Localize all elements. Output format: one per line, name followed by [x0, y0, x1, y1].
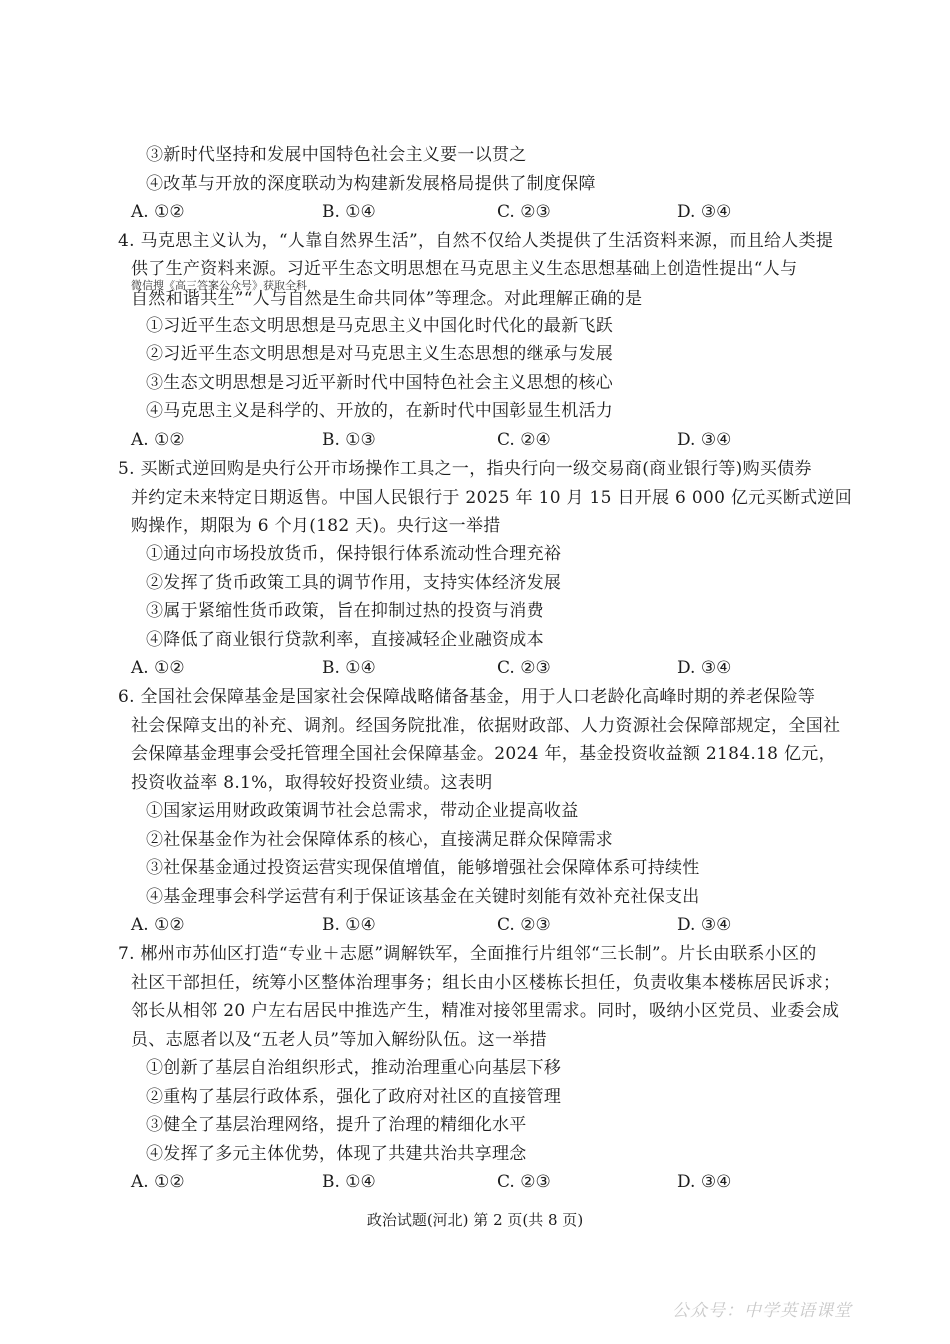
- choice-a: A. ①②: [131, 658, 185, 678]
- q5-option: ④降低了商业银行贷款利率，直接减轻企业融资成本: [146, 630, 544, 650]
- choice-a: A. ①②: [131, 915, 185, 935]
- q4-answer-choices: [131, 428, 771, 452]
- q4-stem-line: 供了生产资料来源。习近平生态文明思想在马克思主义生态思想基础上创造性提出“人与: [131, 259, 798, 279]
- choice-d: D. ③④: [677, 202, 732, 222]
- q7-answer-choices: [131, 1170, 771, 1194]
- choice-a: A. ①②: [131, 430, 185, 450]
- choice-b: B. ①④: [322, 915, 376, 935]
- choice-b: B. ①④: [322, 1172, 376, 1192]
- choice-c: C. ②③: [497, 202, 551, 222]
- choice-b: B. ①④: [322, 202, 376, 222]
- q7-stem-line: 7. 郴州市苏仙区打造“专业＋志愿”调解铁军，全面推行片组邻“三长制”。片长由联系小区的: [118, 944, 817, 964]
- choice-c: C. ②③: [497, 1172, 551, 1192]
- choice-d: D. ③④: [677, 430, 732, 450]
- q6-stem-line: 投资收益率 8.1%，取得较好投资业绩。这表明: [131, 773, 493, 793]
- q7-stem-line: 邻长从相邻 20 户左右居民中推选产生，精准对接邻里需求。同时，吸纳小区党员、业委会成: [131, 1001, 840, 1021]
- page-footer: 政治试题(河北) 第 2 页(共 8 页): [366, 1211, 584, 1229]
- q6-stem-line: 社会保障支出的补充、调剂。经国务院批准，依据财政部、人力资源社会保障部规定，全国社: [131, 716, 841, 736]
- q5-option: ③属于紧缩性货币政策，旨在抑制过热的投资与消费: [146, 601, 544, 621]
- q5-stem-line: 并约定未来特定日期返售。中国人民银行于 2025 年 10 月 15 日开展 6 000 亿元买断式逆回: [131, 488, 853, 508]
- q6-stem-line: 6. 全国社会保障基金是国家社会保障战略储备基金，用于人口老龄化高峰时期的养老保险等: [118, 687, 816, 707]
- q6-stem-line: 会保障基金理事会受托管理全国社会保障基金。2024 年，基金投资收益额 2184.18 亿元，: [131, 744, 836, 764]
- choice-b: B. ①③: [322, 430, 376, 450]
- q5-stem-line: 5. 买断式逆回购是央行公开市场操作工具之一，指央行向一级交易商(商业银行等)购买债券: [118, 459, 812, 479]
- choice-c: C. ②③: [497, 915, 551, 935]
- q5-answer-choices: [131, 656, 771, 680]
- answer-choices: [131, 200, 771, 224]
- q4-overlay-note: 微信搜《高三答案公众号》获取全科: [131, 279, 307, 292]
- q7-option: ④发挥了多元主体优势，体现了共建共治共享理念: [146, 1144, 527, 1164]
- choice-d: D. ③④: [677, 915, 732, 935]
- q4-option: ①习近平生态文明思想是马克思主义中国化时代化的最新飞跃: [146, 316, 614, 336]
- q6-option: ①国家运用财政政策调节社会总需求，带动企业提高收益: [146, 801, 579, 821]
- choice-c: C. ②③: [497, 658, 551, 678]
- choice-a: A. ①②: [131, 202, 185, 222]
- q6-option: ④基金理事会科学运营有利于保证该基金在关键时刻能有效补充社保支出: [146, 887, 700, 907]
- q4-option: ③生态文明思想是习近平新时代中国特色社会主义思想的核心: [146, 373, 614, 393]
- choice-c: C. ②④: [497, 430, 551, 450]
- q7-option: ①创新了基层自治组织形式，推动治理重心向基层下移: [146, 1058, 562, 1078]
- q4-stem-line: 4. 马克思主义认为，“人靠自然界生活”，自然不仅给人类提供了生活资料来源，而且给人类提: [118, 231, 834, 251]
- option-line: ③新时代坚持和发展中国特色社会主义要一以贯之: [146, 145, 527, 165]
- q7-stem-line: 员、志愿者以及“五老人员”等加入解纷队伍。这一举措: [131, 1030, 547, 1050]
- q7-option: ③健全了基层治理网络，提升了治理的精细化水平: [146, 1115, 527, 1135]
- q5-option: ②发挥了货币政策工具的调节作用，支持实体经济发展: [146, 573, 562, 593]
- option-line: ④改革与开放的深度联动为构建新发展格局提供了制度保障: [146, 174, 596, 194]
- q7-option: ②重构了基层行政体系，强化了政府对社区的直接管理: [146, 1087, 562, 1107]
- q5-stem-line: 购操作，期限为 6 个月(182 天)。央行这一举措: [131, 516, 501, 536]
- q6-option: ③社保基金通过投资运营实现保值增值，能够增强社会保障体系可持续性: [146, 858, 700, 878]
- q4-stem-line: 自然和谐共生”“人与自然是生命共同体”等理念。对此理解正确的是: [131, 289, 643, 309]
- q6-option: ②社保基金作为社会保障体系的核心，直接满足群众保障需求: [146, 830, 614, 850]
- q6-answer-choices: [131, 913, 771, 937]
- q5-option: ①通过向市场投放货币，保持银行体系流动性合理充裕: [146, 544, 562, 564]
- q7-stem-line: 社区干部担任，统筹小区整体治理事务；组长由小区楼栋长担任，负责收集本楼栋居民诉求；: [131, 973, 841, 993]
- q4-option: ②习近平生态文明思想是对马克思主义生态思想的继承与发展: [146, 344, 614, 364]
- q4-option: ④马克思主义是科学的、开放的，在新时代中国彰显生机活力: [146, 401, 614, 421]
- choice-d: D. ③④: [677, 658, 732, 678]
- choice-a: A. ①②: [131, 1172, 185, 1192]
- choice-b: B. ①④: [322, 658, 376, 678]
- choice-d: D. ③④: [677, 1172, 732, 1192]
- watermark: 公众号：中学英语课堂: [672, 1301, 852, 1321]
